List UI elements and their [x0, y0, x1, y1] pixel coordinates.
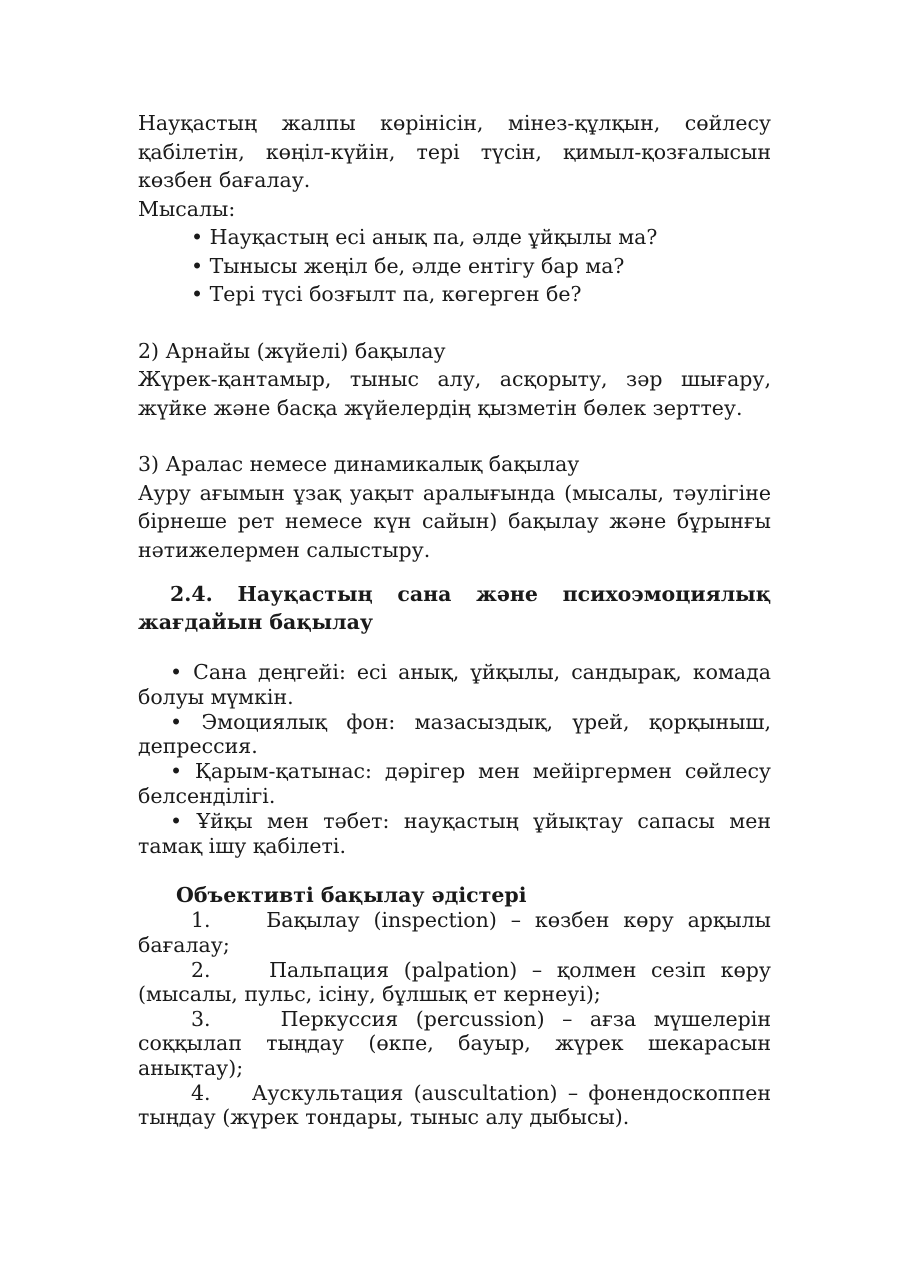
heading-2-4: 2.4. Науқастың сана және психоэмоциялық жағдайын бақылау — [138, 582, 771, 634]
method-item: 2. Пальпация (palpation) – қолмен сезіп көру (мысалы, пульс, ісіну, бұлшық ет кернеуі); — [138, 957, 778, 1007]
examples-label: Мысалы: — [138, 196, 236, 221]
example-item: • Тері түсі бозғылт па, көгерген бе? — [191, 282, 582, 306]
methods-title: Объективті бақылау әдістері — [176, 883, 527, 908]
method-item: 1. Бақылау (inspection) – көзбен көру арқылы бағалау; — [138, 908, 778, 957]
method-item: 3. Перкуссия (percussion) – ағза мүшелерін соққылап тыңдау (өкпе, бауыр, жүрек шекарасын анықтау); — [138, 1006, 778, 1080]
state-item: • Қарым-қатынас: дәрігер мен мейіргермен сөйлесу белсенділігі. — [138, 759, 771, 808]
section-2-text: Жүрек-қантамыр, тыныс алу, асқорыту, зәр шығару, жүйке және басқа жүйелердің қызметін бөлек зерттеу. — [138, 367, 771, 420]
state-item: • Сана деңгейі: есі анық, ұйқылы, сандырақ, комада болуы мүмкін. — [138, 660, 771, 709]
example-item: • Науқастың есі анық па, әлде ұйқылы ма? — [191, 225, 658, 249]
method-item: 4. Аускультация (auscultation) – фонендоскоппен тыңдау (жүрек тондары, тыныс алу дыбысы). — [138, 1080, 778, 1130]
section-3-text: Ауру ағымын ұзақ уақыт аралығында (мысалы, тәулігіне бірнеше рет немесе күн сайын) бақылау және бұрынғы нәтижелермен салыстыру. — [138, 480, 771, 562]
state-item: • Ұйқы мен тәбет: науқастың ұйықтау сапасы мен тамақ ішу қабілеті. — [138, 808, 771, 858]
section-2-title: 2) Арнайы (жүйелі) бақылау — [138, 338, 446, 363]
section-3-title: 3) Аралас немесе динамикалық бақылау — [138, 452, 580, 476]
document-page — [138, 109, 778, 1130]
state-item: • Эмоциялық фон: мазасыздық, үрей, қорқыныш, депрессия. — [138, 709, 771, 759]
intro-paragraph: Науқастың жалпы көрінісін, мінез-құлқын, сөйлесу қабілетін, көңіл-күйін, тері түсін, қимыл-қозғалысын көзбен бағалау. — [138, 111, 771, 192]
example-item: • Тынысы жеңіл бе, әлде ентігу бар ма? — [191, 253, 625, 278]
